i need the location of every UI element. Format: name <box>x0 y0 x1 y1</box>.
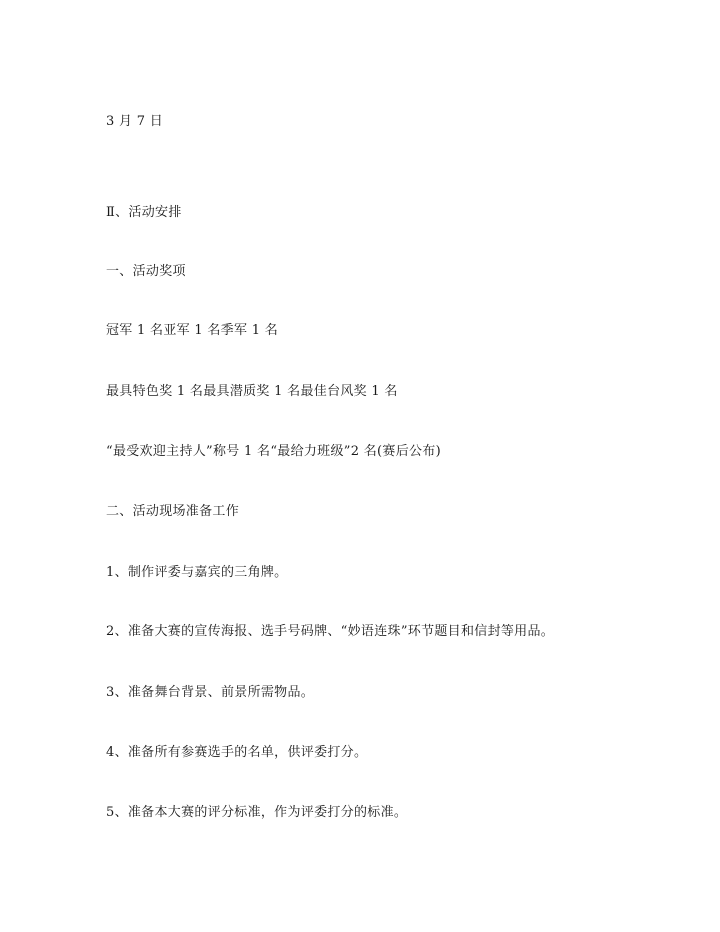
list-item: 2、准备大赛的宣传海报、选手号码牌、“妙语连珠”环节题目和信封等用品。 <box>106 624 555 639</box>
date-line: 3 月 7 日 <box>106 114 164 129</box>
section-heading: Ⅱ、活动安排 <box>106 205 182 220</box>
subsection-heading: 一、活动奖项 <box>106 264 186 279</box>
award-line: 最具特色奖 1 名最具潜质奖 1 名最佳台风奖 1 名 <box>106 384 398 399</box>
award-line: “最受欢迎主持人”称号 1 名“最给力班级”2 名(赛后公布) <box>106 444 441 459</box>
list-item: 4、准备所有参赛选手的名单，供评委打分。 <box>106 745 368 760</box>
list-item: 3、准备舞台背景、前景所需物品。 <box>106 685 315 700</box>
list-item: 5、准备本大赛的评分标准，作为评委打分的标准。 <box>106 805 408 820</box>
list-item: 1、制作评委与嘉宾的三角牌。 <box>106 565 288 580</box>
award-line: 冠军 1 名亚军 1 名季军 1 名 <box>106 323 279 338</box>
subsection-heading: 二、活动现场准备工作 <box>106 504 240 519</box>
